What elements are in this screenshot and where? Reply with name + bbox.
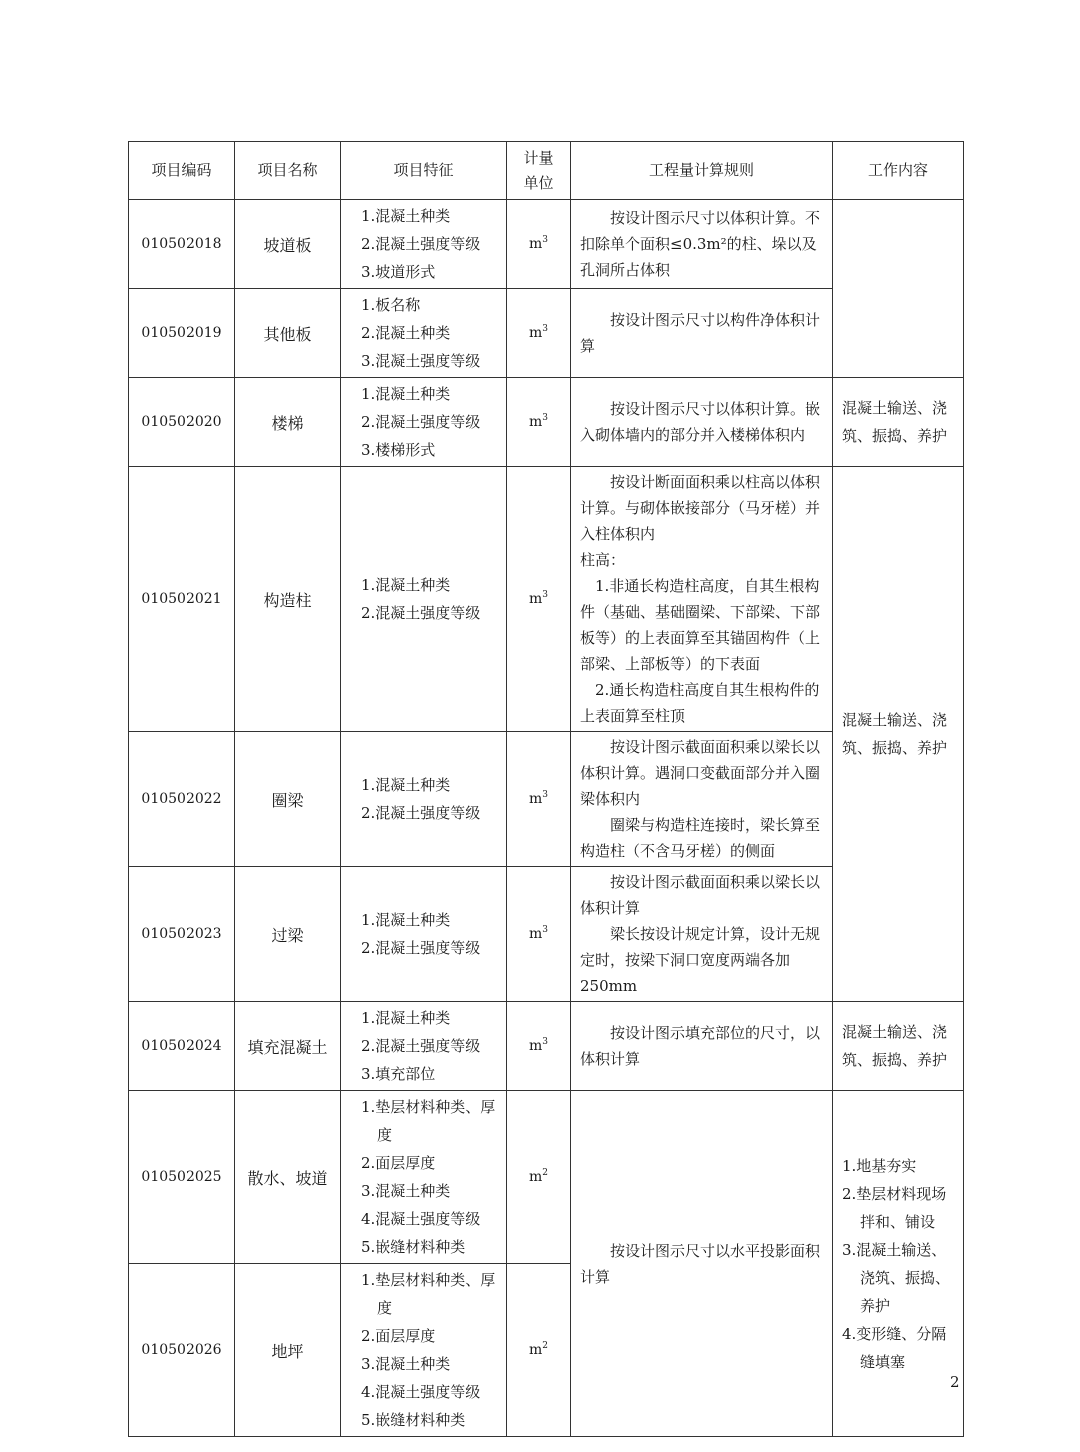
work-step: 3.混凝土输送、浇筑、振捣、养护 xyxy=(842,1240,951,1315)
item-code: 010502023 xyxy=(129,867,235,1002)
feature-line: 1.垫层材料种类、厚度 xyxy=(361,1271,496,1317)
item-features xyxy=(341,867,507,1002)
item-name: 其他板 xyxy=(235,289,341,378)
item-features xyxy=(341,1091,507,1264)
item-name: 填充混凝土 xyxy=(235,1002,341,1091)
item-name: 楼梯 xyxy=(235,378,341,467)
feature-line: 2.混凝土强度等级 xyxy=(361,413,481,431)
page-number: 2 xyxy=(950,1373,960,1391)
table-row xyxy=(129,1002,964,1091)
item-work xyxy=(833,1091,964,1437)
unit-exponent: 3 xyxy=(542,413,548,423)
item-features xyxy=(341,289,507,378)
item-features xyxy=(341,732,507,867)
feature-line: 2.面层厚度 xyxy=(361,1154,436,1172)
item-work: 混凝土输送、浇筑、振捣、养护 xyxy=(833,467,964,1002)
feature-line: 1.垫层材料种类、厚度 xyxy=(361,1098,496,1144)
table-row xyxy=(129,378,964,467)
item-unit xyxy=(507,289,571,378)
item-rule xyxy=(571,732,833,867)
item-name: 构造柱 xyxy=(235,467,341,732)
rule-paragraph: 1.非通长构造柱高度，自其生根构件（基础、基础圈梁、下部梁、下部板等）的上表面算至其锚固构件（上部梁、上部板等）的下表面 xyxy=(580,577,821,673)
item-code: 010502018 xyxy=(129,200,235,289)
feature-line: 1.混凝土种类 xyxy=(361,385,451,403)
specification-table xyxy=(128,141,964,1437)
rule-paragraph: 按设计图示截面面积乘以梁长以体积计算。遇洞口变截面部分并入圈梁体积内 xyxy=(580,738,821,808)
item-features xyxy=(341,1264,507,1437)
header-work: 工作内容 xyxy=(833,142,964,200)
unit-base: m xyxy=(528,591,543,607)
feature-line: 1.混凝土种类 xyxy=(361,911,451,929)
header-row xyxy=(129,142,964,200)
unit-base: m xyxy=(528,926,543,942)
feature-line: 5.嵌缝材料种类 xyxy=(361,1238,466,1256)
table-row xyxy=(129,200,964,289)
feature-line: 4.混凝土强度等级 xyxy=(361,1210,481,1228)
header-features: 项目特征 xyxy=(341,142,507,200)
item-code: 010502025 xyxy=(129,1091,235,1264)
feature-line: 3.坡道形式 xyxy=(361,263,436,281)
header-rule: 工程量计算规则 xyxy=(571,142,833,200)
item-features xyxy=(341,1002,507,1091)
unit-exponent: 3 xyxy=(542,1037,548,1047)
unit-exponent: 3 xyxy=(542,324,548,334)
feature-line: 1.混凝土种类 xyxy=(361,1009,451,1027)
item-code: 010502020 xyxy=(129,378,235,467)
item-code: 010502021 xyxy=(129,467,235,732)
rule-paragraph: 按设计图示尺寸以体积计算。不扣除单个面积≤0.3m²的柱、垛以及孔洞所占体积 xyxy=(580,209,821,279)
item-name: 圈梁 xyxy=(235,732,341,867)
rule-paragraph: 按设计图示尺寸以构件净体积计算 xyxy=(580,311,821,355)
item-features xyxy=(341,200,507,289)
unit-base: m xyxy=(528,1169,543,1185)
feature-line: 2.混凝土种类 xyxy=(361,324,451,342)
unit-base: m xyxy=(528,1342,543,1358)
header-name: 项目名称 xyxy=(235,142,341,200)
feature-line: 1.混凝土种类 xyxy=(361,776,451,794)
unit-base: m xyxy=(528,325,543,341)
feature-line: 2.混凝土强度等级 xyxy=(361,1037,481,1055)
item-code: 010502026 xyxy=(129,1264,235,1437)
rule-paragraph: 按设计断面面积乘以柱高以体积计算。与砌体嵌接部分（马牙槎）并入柱体积内 xyxy=(580,473,821,543)
unit-base: m xyxy=(528,1038,543,1054)
item-rule xyxy=(571,867,833,1002)
unit-exponent: 3 xyxy=(542,790,548,800)
item-features xyxy=(341,467,507,732)
feature-line: 4.混凝土强度等级 xyxy=(361,1383,481,1401)
rule-paragraph: 按设计图示尺寸以体积计算。嵌入砌体墙内的部分并入楼梯体积内 xyxy=(580,400,821,444)
unit-base: m xyxy=(528,414,543,430)
item-rule: 按设计图示尺寸以水平投影面积计算 xyxy=(571,1091,833,1437)
feature-line: 1.板名称 xyxy=(361,296,421,314)
item-code: 010502024 xyxy=(129,1002,235,1091)
item-code: 010502022 xyxy=(129,732,235,867)
feature-line: 3.混凝土种类 xyxy=(361,1355,451,1373)
work-step: 1.地基夯实 xyxy=(842,1156,917,1175)
feature-line: 1.混凝土种类 xyxy=(361,207,451,225)
item-unit xyxy=(507,1091,571,1264)
unit-exponent: 3 xyxy=(542,590,548,600)
rule-paragraph: 圈梁与构造柱连接时，梁长算至构造柱（不含马牙槎）的侧面 xyxy=(580,816,821,860)
table-row xyxy=(129,1091,964,1264)
feature-line: 2.混凝土强度等级 xyxy=(361,804,481,822)
feature-line: 3.楼梯形式 xyxy=(361,441,436,459)
item-name: 地坪 xyxy=(235,1264,341,1437)
feature-line: 2.混凝土强度等级 xyxy=(361,235,481,253)
rule-paragraph: 按设计图示截面面积乘以梁长以体积计算 xyxy=(580,873,821,917)
item-unit xyxy=(507,867,571,1002)
feature-line: 3.填充部位 xyxy=(361,1065,436,1083)
feature-line: 3.混凝土种类 xyxy=(361,1182,451,1200)
rule-paragraph: 按设计图示填充部位的尺寸，以体积计算 xyxy=(580,1024,821,1068)
unit-exponent: 3 xyxy=(542,925,548,935)
item-name: 坡道板 xyxy=(235,200,341,289)
unit-exponent: 2 xyxy=(542,1168,548,1178)
rule-paragraph: 2.通长构造柱高度自其生根构件的上表面算至柱顶 xyxy=(580,681,820,725)
work-step: 4.变形缝、分隔缝填塞 xyxy=(842,1324,947,1371)
unit-base: m xyxy=(528,791,543,807)
item-name: 散水、坡道 xyxy=(235,1091,341,1264)
header-code: 项目编码 xyxy=(129,142,235,200)
header-unit: 计量 单位 xyxy=(507,142,571,200)
item-rule xyxy=(571,289,833,378)
item-features xyxy=(341,378,507,467)
unit-exponent: 3 xyxy=(542,235,548,245)
item-rule xyxy=(571,200,833,289)
feature-line: 2.混凝土强度等级 xyxy=(361,604,481,622)
feature-line: 3.混凝土强度等级 xyxy=(361,352,481,370)
item-unit xyxy=(507,1002,571,1091)
item-code: 010502019 xyxy=(129,289,235,378)
feature-line: 5.嵌缝材料种类 xyxy=(361,1411,466,1429)
item-unit xyxy=(507,200,571,289)
item-rule xyxy=(571,467,833,732)
item-unit xyxy=(507,732,571,867)
item-work-empty xyxy=(833,200,964,378)
item-work: 混凝土输送、浇筑、振捣、养护 xyxy=(833,378,964,467)
item-unit xyxy=(507,1264,571,1437)
item-rule xyxy=(571,378,833,467)
rule-paragraph: 梁长按设计规定计算，设计无规定时，按梁下洞口宽度两端各加250mm xyxy=(580,925,821,995)
item-unit xyxy=(507,467,571,732)
item-unit xyxy=(507,378,571,467)
work-step: 2.垫层材料现场拌和、铺设 xyxy=(842,1184,947,1231)
unit-base: m xyxy=(528,236,543,252)
item-name: 过梁 xyxy=(235,867,341,1002)
table-row xyxy=(129,467,964,732)
rule-paragraph: 柱高： xyxy=(580,551,626,569)
unit-exponent: 2 xyxy=(542,1341,548,1351)
feature-line: 2.面层厚度 xyxy=(361,1327,436,1345)
feature-line: 1.混凝土种类 xyxy=(361,576,451,594)
feature-line: 2.混凝土强度等级 xyxy=(361,939,481,957)
item-work: 混凝土输送、浇筑、振捣、养护 xyxy=(833,1002,964,1091)
item-rule xyxy=(571,1002,833,1091)
